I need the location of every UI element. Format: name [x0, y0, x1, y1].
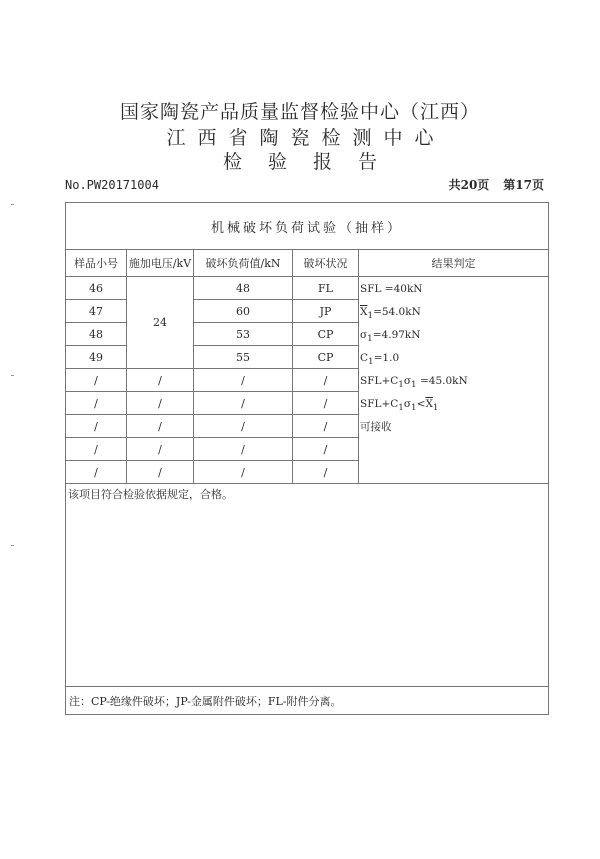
- test-table: [65, 202, 549, 715]
- col-header-result: 结果判定: [359, 250, 549, 277]
- sample-no-cell: 47: [66, 300, 127, 323]
- result-sum: $SFL+C_1\sigma_1 =45.0kN$: [360, 375, 468, 391]
- status-cell: /: [293, 461, 359, 484]
- load-cell: 55: [194, 346, 293, 369]
- load-cell: /: [194, 461, 293, 484]
- sample-no-cell: 49: [66, 346, 127, 369]
- voltage-cell: /: [127, 369, 194, 392]
- result-c: $C_1=1.0$: [360, 352, 400, 368]
- table-caption: 机械破坏负荷试验（抽样）: [66, 203, 549, 250]
- sample-no-cell: 46: [66, 277, 127, 300]
- status-cell: JP: [293, 300, 359, 323]
- col-header-status: 破坏状况: [293, 250, 359, 277]
- center-name: 国家陶瓷产品质量监督检验中心（江西）: [119, 101, 480, 123]
- current-page: 第17页: [503, 178, 544, 192]
- status-cell: /: [293, 369, 359, 392]
- result-sfl: SFL =40kN: [360, 283, 423, 295]
- voltage-cell: /: [127, 461, 194, 484]
- result-compare: $SFL+C_1\sigma_1<\overline{X}_1$: [360, 398, 439, 414]
- result-verdict: 可接收: [360, 421, 392, 433]
- sample-no-cell: /: [66, 415, 127, 438]
- load-cell: /: [194, 369, 293, 392]
- col-header-voltage: 施加电压/kV: [127, 250, 194, 277]
- status-cell: CP: [293, 346, 359, 369]
- voltage-cell: /: [127, 392, 194, 415]
- province-center-name: 江西省陶瓷检测中心: [166, 127, 446, 149]
- sample-no-cell: 48: [66, 323, 127, 346]
- footnote: 注：CP-绝缘件破坏；JP-金属附件破坏；FL-附件分离。: [66, 687, 549, 715]
- status-cell: /: [293, 438, 359, 461]
- report-number: No.PW20171004: [65, 178, 159, 192]
- load-cell: 48: [194, 277, 293, 300]
- status-cell: /: [293, 415, 359, 438]
- total-pages: 共20页: [448, 178, 490, 192]
- table-row: [66, 277, 549, 300]
- report-title: 检验报告: [222, 151, 403, 173]
- result-sigma: $\sigma_1=4.97kN$: [360, 329, 421, 345]
- load-cell: 53: [194, 323, 293, 346]
- sample-no-cell: /: [66, 369, 127, 392]
- status-cell: /: [293, 392, 359, 415]
- margin-mark: [11, 204, 14, 205]
- status-cell: FL: [293, 277, 359, 300]
- load-cell: /: [194, 392, 293, 415]
- load-cell: 60: [194, 300, 293, 323]
- voltage-cell: /: [127, 438, 194, 461]
- margin-mark: [11, 375, 14, 376]
- sample-no-cell: /: [66, 438, 127, 461]
- voltage-cell: 24: [127, 277, 194, 369]
- page-info: [449, 176, 544, 193]
- load-cell: /: [194, 415, 293, 438]
- margin-mark: [11, 545, 14, 546]
- header-row: [66, 250, 549, 277]
- conclusion-text: 该项目符合检验依据规定，合格。: [66, 484, 549, 687]
- col-header-load: 破坏负荷值/kN: [194, 250, 293, 277]
- voltage-cell: /: [127, 415, 194, 438]
- sample-no-cell: /: [66, 461, 127, 484]
- status-cell: CP: [293, 323, 359, 346]
- result-mean: $\overline{X}_1=54.0kN$: [360, 306, 421, 322]
- col-header-sample-no: 样品小号: [66, 250, 127, 277]
- result-cell: [359, 277, 549, 484]
- sample-no-cell: /: [66, 392, 127, 415]
- load-cell: /: [194, 438, 293, 461]
